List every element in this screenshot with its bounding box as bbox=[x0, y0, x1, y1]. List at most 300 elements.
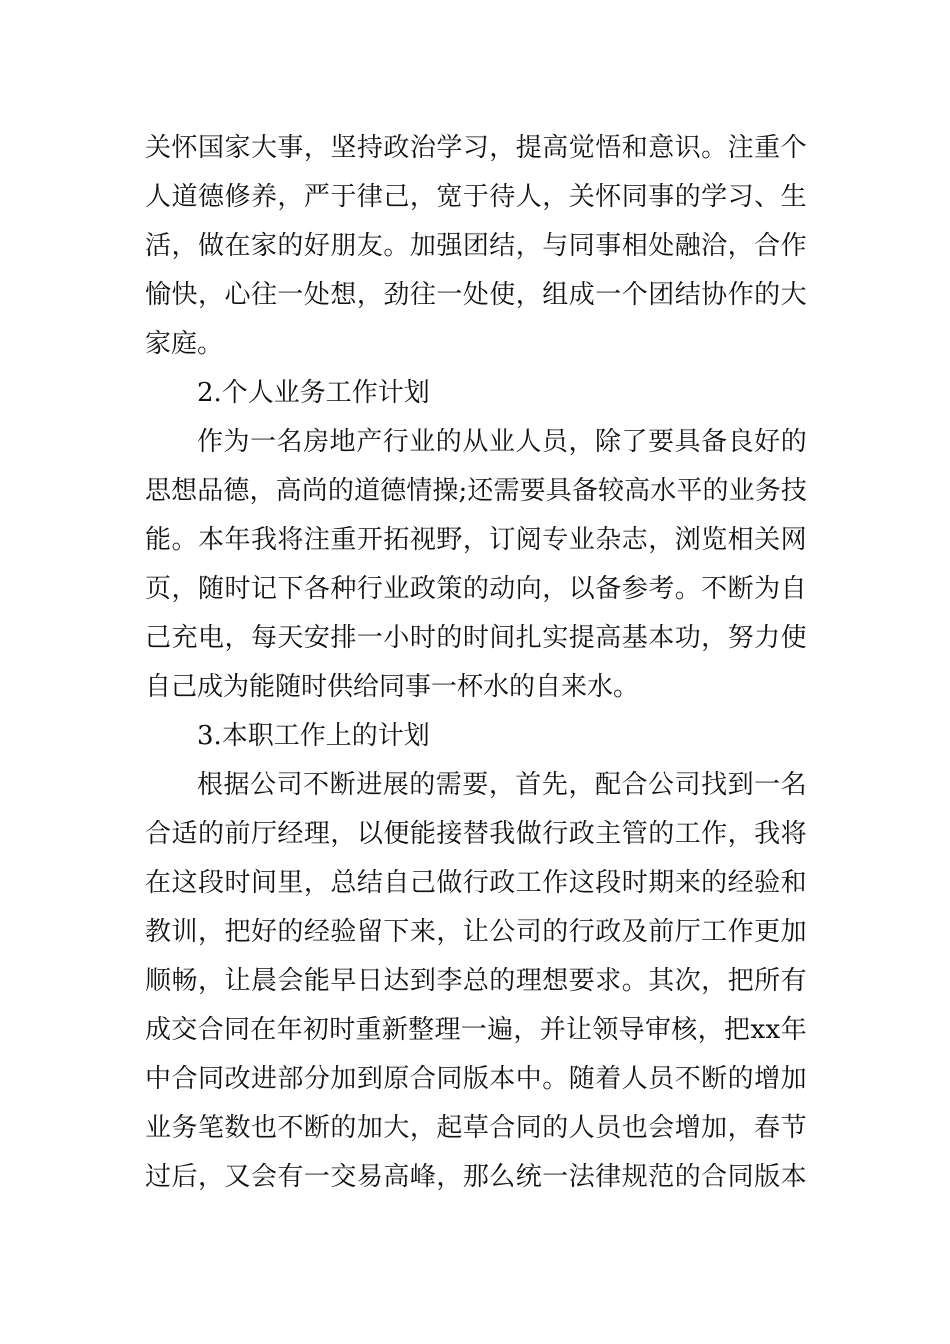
text-char: 过 bbox=[145, 1162, 172, 1192]
text-char: 能 bbox=[303, 966, 330, 996]
text-char: 人 bbox=[621, 1064, 648, 1094]
text-char: 要 bbox=[568, 966, 595, 996]
text-char: 快 bbox=[171, 280, 198, 310]
text-char: 一 bbox=[436, 280, 463, 310]
text-char: 不 bbox=[674, 1064, 701, 1094]
text-char: 的 bbox=[780, 427, 807, 457]
text-char: 教 bbox=[145, 917, 172, 947]
text-line bbox=[145, 663, 807, 712]
text-char: 大 bbox=[250, 133, 277, 163]
text-char: 找 bbox=[701, 770, 728, 800]
text-char: 验 bbox=[330, 917, 357, 947]
text-char: 司 bbox=[515, 917, 542, 947]
text-char: 要 bbox=[519, 476, 546, 506]
text-char: ， bbox=[515, 231, 542, 261]
text-char: ， bbox=[356, 280, 383, 310]
text-line bbox=[145, 271, 807, 320]
text-char: ， bbox=[727, 231, 754, 261]
text-char: 到 bbox=[727, 770, 754, 800]
text-char: 同 bbox=[436, 1064, 463, 1094]
text-char: 合 bbox=[489, 1113, 516, 1143]
text-char: 提 bbox=[515, 133, 542, 163]
text-char: 杂 bbox=[595, 525, 622, 555]
section-heading bbox=[145, 712, 807, 761]
text-char: 理 bbox=[434, 1015, 461, 1045]
text-char: 己 bbox=[409, 868, 436, 898]
text-char: 段 bbox=[595, 868, 622, 898]
text-char: 备 bbox=[595, 574, 622, 604]
text-char: 尚 bbox=[301, 476, 328, 506]
text-char: 不 bbox=[701, 574, 728, 604]
text-char: ， bbox=[171, 574, 198, 604]
text-char: 务 bbox=[171, 1113, 198, 1143]
text-char: ， bbox=[513, 1015, 540, 1045]
text-char: 接 bbox=[436, 819, 463, 849]
text-char: 起 bbox=[436, 1113, 463, 1143]
text-char: 其 bbox=[648, 966, 675, 996]
text-char: 结 bbox=[674, 280, 701, 310]
text-char: 使 bbox=[489, 280, 516, 310]
text-char: 会 bbox=[250, 1162, 277, 1192]
text-char: 顺 bbox=[145, 966, 172, 996]
text-char: 、 bbox=[754, 182, 781, 212]
text-char: ， bbox=[542, 574, 569, 604]
text-char: 合 bbox=[171, 1064, 198, 1094]
text-char: 先 bbox=[541, 770, 568, 800]
text-line bbox=[145, 1006, 807, 1055]
text-char: 。 bbox=[171, 525, 198, 555]
text-char: 有 bbox=[277, 1162, 304, 1192]
text-char: 品 bbox=[197, 476, 224, 506]
text-char: ， bbox=[436, 1162, 463, 1192]
text-char: 也 bbox=[250, 1113, 277, 1143]
text-char: 与 bbox=[542, 231, 569, 261]
text-char: 律 bbox=[356, 182, 383, 212]
text-char: ， bbox=[542, 182, 569, 212]
text-char: 的 bbox=[277, 917, 304, 947]
document-page bbox=[145, 124, 807, 1202]
text-char: 合 bbox=[197, 1015, 224, 1045]
text-char: 需 bbox=[493, 476, 520, 506]
text-char: 觉 bbox=[568, 133, 595, 163]
text-char: 的 bbox=[435, 427, 462, 457]
text-char: 那 bbox=[462, 1162, 489, 1192]
text-char: 合 bbox=[145, 819, 172, 849]
text-char: 业 bbox=[488, 427, 515, 457]
text-char: 劲 bbox=[383, 280, 410, 310]
text-line bbox=[145, 173, 807, 222]
text-char: 种 bbox=[330, 574, 357, 604]
text-char: 笔 bbox=[197, 1113, 224, 1143]
text-char: 自 bbox=[383, 868, 410, 898]
text-char: 从 bbox=[462, 427, 489, 457]
text-char: 备 bbox=[571, 476, 598, 506]
text-char: 政 bbox=[383, 133, 410, 163]
text-char: 加 bbox=[780, 917, 807, 947]
text-char: 人 bbox=[515, 427, 542, 457]
text-char: ， bbox=[648, 525, 675, 555]
text-char: 增 bbox=[754, 1064, 781, 1094]
text-char: 德 bbox=[223, 476, 250, 506]
text-char: 本 bbox=[780, 1162, 807, 1192]
text-char: 工 bbox=[674, 819, 701, 849]
text-char: 后 bbox=[171, 1162, 198, 1192]
text-char: 和 bbox=[780, 868, 807, 898]
text-char: 业 bbox=[728, 476, 755, 506]
text-char: 断 bbox=[727, 574, 754, 604]
text-char: 协 bbox=[701, 280, 728, 310]
text-char: 修 bbox=[224, 182, 251, 212]
text-char: 关 bbox=[145, 133, 172, 163]
text-char: 有 bbox=[780, 966, 807, 996]
text-char: 要 bbox=[462, 770, 489, 800]
text-char: 同 bbox=[568, 231, 595, 261]
text-char: 思 bbox=[145, 476, 172, 506]
text-char: 活 bbox=[145, 231, 172, 261]
text-char: 分 bbox=[303, 1064, 330, 1094]
text-char: 强 bbox=[436, 231, 463, 261]
text-char: 水 bbox=[650, 476, 677, 506]
text-char: 还 bbox=[467, 476, 494, 506]
text-char: 范 bbox=[648, 1162, 675, 1192]
text-char: 业 bbox=[145, 1113, 172, 1143]
text-char: 前 bbox=[648, 917, 675, 947]
text-char: 的 bbox=[674, 182, 701, 212]
text-char: 本 bbox=[197, 525, 224, 555]
text-char: 于 bbox=[462, 182, 489, 212]
text-char: ， bbox=[727, 819, 754, 849]
text-char: 经 bbox=[303, 917, 330, 947]
text-char: 断 bbox=[701, 1064, 728, 1094]
text-char: 业 bbox=[383, 574, 410, 604]
text-char: 统 bbox=[515, 1162, 542, 1192]
text-char: 厅 bbox=[674, 917, 701, 947]
text-char: 合 bbox=[701, 1162, 728, 1192]
text-char: ， bbox=[436, 917, 463, 947]
text-char: 事 bbox=[277, 133, 304, 163]
text-line bbox=[145, 957, 807, 1006]
text-char: 养 bbox=[250, 182, 277, 212]
text-char: 己 bbox=[145, 623, 172, 653]
text-char: 下 bbox=[277, 574, 304, 604]
text-char: 增 bbox=[674, 1113, 701, 1143]
text-char: 也 bbox=[621, 1113, 648, 1143]
text-char: 同 bbox=[515, 1113, 542, 1143]
text-char: ， bbox=[303, 133, 330, 163]
text-char: 于 bbox=[330, 182, 357, 212]
text-char: 根 bbox=[197, 770, 224, 800]
text-char: ; bbox=[458, 476, 468, 506]
text-char: 随 bbox=[197, 574, 224, 604]
text-char: 名 bbox=[780, 770, 807, 800]
text-char: 重 bbox=[754, 133, 781, 163]
text-char: 所 bbox=[754, 966, 781, 996]
text-char: 地 bbox=[329, 427, 356, 457]
text-char: 家 bbox=[224, 133, 251, 163]
text-char: 行 bbox=[462, 868, 489, 898]
text-char: 交 bbox=[171, 1015, 198, 1045]
text-char: 志 bbox=[621, 525, 648, 555]
text-char: 国 bbox=[197, 133, 224, 163]
text-char: 草 bbox=[462, 1113, 489, 1143]
text-char: 为 bbox=[223, 427, 250, 457]
text-char: ， bbox=[197, 280, 224, 310]
text-char: 悟 bbox=[595, 133, 622, 163]
text-line-content: 自己成为能随时供给同事一杯水的自来水。 bbox=[145, 672, 640, 702]
text-char: x bbox=[765, 1015, 781, 1045]
text-char: ， bbox=[197, 1162, 224, 1192]
text-char: 高 bbox=[624, 476, 651, 506]
text-line bbox=[145, 761, 807, 810]
text-char: ， bbox=[488, 770, 515, 800]
text-char: 司 bbox=[674, 770, 701, 800]
text-char: 友 bbox=[356, 231, 383, 261]
text-char: 视 bbox=[409, 525, 436, 555]
text-char: 事 bbox=[595, 231, 622, 261]
text-char: 我 bbox=[250, 525, 277, 555]
text-char: 名 bbox=[276, 427, 303, 457]
text-char: 前 bbox=[224, 819, 251, 849]
text-char: 主 bbox=[595, 819, 622, 849]
text-char: 律 bbox=[595, 1162, 622, 1192]
text-char: 合 bbox=[754, 231, 781, 261]
text-char: 个 bbox=[780, 133, 807, 163]
text-char: 治 bbox=[409, 133, 436, 163]
text-char: 次 bbox=[674, 966, 701, 996]
text-char: 把 bbox=[727, 966, 754, 996]
text-char: 加 bbox=[701, 1113, 728, 1143]
text-char: 下 bbox=[383, 917, 410, 947]
text-char: 业 bbox=[409, 427, 436, 457]
text-char: 考 bbox=[648, 574, 675, 604]
text-char: 高 bbox=[275, 476, 302, 506]
text-char: 断 bbox=[303, 1113, 330, 1143]
text-char: 具 bbox=[674, 427, 701, 457]
text-char: ， bbox=[568, 770, 595, 800]
text-char: 部 bbox=[277, 1064, 304, 1094]
text-char: 相 bbox=[727, 525, 754, 555]
text-char: 动 bbox=[489, 574, 516, 604]
text-char: 高 bbox=[383, 1162, 410, 1192]
text-char: 较 bbox=[598, 476, 625, 506]
text-line bbox=[145, 516, 807, 565]
text-char: 提 bbox=[568, 623, 595, 653]
text-char: 参 bbox=[621, 574, 648, 604]
text-char: 做 bbox=[515, 819, 542, 849]
text-char: 总 bbox=[330, 868, 357, 898]
text-char: 这 bbox=[171, 868, 198, 898]
text-char: 努 bbox=[727, 623, 754, 653]
text-char: 法 bbox=[568, 1162, 595, 1192]
text-line bbox=[145, 859, 807, 908]
text-line bbox=[145, 614, 807, 663]
text-char: 的 bbox=[727, 1064, 754, 1094]
text-char: 除 bbox=[594, 427, 621, 457]
text-char: 年 bbox=[224, 525, 251, 555]
text-char: 页 bbox=[145, 574, 172, 604]
text-char: 识 bbox=[674, 133, 701, 163]
text-char: 往 bbox=[409, 280, 436, 310]
text-char: ， bbox=[224, 623, 251, 653]
text-char: 一 bbox=[754, 770, 781, 800]
text-char: 时 bbox=[409, 623, 436, 653]
text-char: 处 bbox=[303, 280, 330, 310]
text-char: 的 bbox=[674, 1162, 701, 1192]
text-char: 合 bbox=[621, 770, 648, 800]
text-char: 的 bbox=[436, 623, 463, 653]
text-char: ， bbox=[197, 966, 224, 996]
text-char: 展 bbox=[382, 770, 409, 800]
text-char: 备 bbox=[701, 427, 728, 457]
text-char: 时 bbox=[224, 868, 251, 898]
text-char: 把 bbox=[723, 1015, 750, 1045]
text-char: 操 bbox=[432, 476, 459, 506]
text-char: 学 bbox=[436, 133, 463, 163]
text-char: 。 bbox=[701, 133, 728, 163]
text-char: 公 bbox=[250, 770, 277, 800]
text-char: 加 bbox=[356, 1113, 383, 1143]
text-char: 结 bbox=[489, 231, 516, 261]
text-char: 行 bbox=[568, 917, 595, 947]
text-char: 加 bbox=[330, 1064, 357, 1094]
text-char: 员 bbox=[648, 1064, 675, 1094]
text-char: 么 bbox=[489, 1162, 516, 1192]
text-char: 原 bbox=[383, 1064, 410, 1094]
text-char: 又 bbox=[224, 1162, 251, 1192]
text-char: 持 bbox=[356, 133, 383, 163]
text-char: 好 bbox=[754, 427, 781, 457]
text-char: 好 bbox=[303, 231, 330, 261]
text-char: 厅 bbox=[250, 819, 277, 849]
text-char: 能 bbox=[409, 819, 436, 849]
text-char: 。 bbox=[674, 574, 701, 604]
text-char: 到 bbox=[356, 1064, 383, 1094]
text-char: 重 bbox=[355, 1015, 382, 1045]
text-char: 李 bbox=[436, 966, 463, 996]
text-char: 房 bbox=[303, 427, 330, 457]
text-char: 浏 bbox=[674, 525, 701, 555]
text-char: 把 bbox=[224, 917, 251, 947]
text-char: 版 bbox=[462, 1064, 489, 1094]
text-char: 野 bbox=[436, 525, 463, 555]
text-char: 初 bbox=[302, 1015, 329, 1045]
text-char: 本 bbox=[648, 623, 675, 653]
text-char: 验 bbox=[754, 868, 781, 898]
text-char: 并 bbox=[539, 1015, 566, 1045]
text-char: 高 bbox=[542, 133, 569, 163]
text-char: 训 bbox=[171, 917, 198, 947]
text-char: 节 bbox=[780, 1113, 807, 1143]
text-char: 里 bbox=[277, 868, 304, 898]
text-char: 在 bbox=[224, 231, 251, 261]
text-char: 洽 bbox=[701, 231, 728, 261]
text-char: 导 bbox=[618, 1015, 645, 1045]
text-char: 适 bbox=[171, 819, 198, 849]
text-char: ， bbox=[697, 1015, 724, 1045]
text-char: 同 bbox=[197, 1064, 224, 1094]
text-char: 习 bbox=[727, 182, 754, 212]
text-char: 配 bbox=[594, 770, 621, 800]
text-char: 宽 bbox=[436, 182, 463, 212]
text-char: 严 bbox=[303, 182, 330, 212]
text-char: 替 bbox=[462, 819, 489, 849]
text-char: 以 bbox=[568, 574, 595, 604]
text-char: 了 bbox=[621, 427, 648, 457]
text-char: 以 bbox=[356, 819, 383, 849]
text-char: 作 bbox=[197, 427, 224, 457]
text-char: 做 bbox=[197, 231, 224, 261]
text-char: 使 bbox=[780, 623, 807, 653]
text-char: 政 bbox=[568, 819, 595, 849]
text-char: 在 bbox=[250, 1015, 277, 1045]
text-char: 公 bbox=[648, 770, 675, 800]
text-char: 年 bbox=[276, 1015, 303, 1045]
text-char: 事 bbox=[648, 182, 675, 212]
text-char: 作 bbox=[727, 917, 754, 947]
text-char: 道 bbox=[171, 182, 198, 212]
text-char: 据 bbox=[223, 770, 250, 800]
text-char: 行 bbox=[382, 427, 409, 457]
text-char: 领 bbox=[592, 1015, 619, 1045]
text-char: 注 bbox=[303, 525, 330, 555]
text-char: 段 bbox=[197, 868, 224, 898]
text-char: 作 bbox=[727, 280, 754, 310]
text-char: 畅 bbox=[171, 966, 198, 996]
text-char: 平 bbox=[676, 476, 703, 506]
text-char: 管 bbox=[621, 819, 648, 849]
text-char: 的 bbox=[327, 476, 354, 506]
text-char: 德 bbox=[380, 476, 407, 506]
text-char: 中 bbox=[145, 1064, 172, 1094]
text-char: 加 bbox=[409, 231, 436, 261]
text-char: 的 bbox=[754, 280, 781, 310]
text-char: 人 bbox=[568, 1113, 595, 1143]
text-char: 意 bbox=[648, 133, 675, 163]
text-char: 一 bbox=[303, 1162, 330, 1192]
text-char: 来 bbox=[409, 917, 436, 947]
text-char: 安 bbox=[303, 623, 330, 653]
text-char: 阅 bbox=[515, 525, 542, 555]
text-char: 一 bbox=[542, 1162, 569, 1192]
text-char: 便 bbox=[383, 819, 410, 849]
text-char: 具 bbox=[545, 476, 572, 506]
text-char: 。 bbox=[621, 966, 648, 996]
text-char: 一 bbox=[595, 280, 622, 310]
text-char: 政 bbox=[409, 574, 436, 604]
text-char: 留 bbox=[356, 917, 383, 947]
text-char: 政 bbox=[595, 917, 622, 947]
text-char: ， bbox=[409, 1113, 436, 1143]
text-char: 达 bbox=[383, 966, 410, 996]
text-char: ， bbox=[701, 966, 728, 996]
text-char: 到 bbox=[409, 966, 436, 996]
text-line bbox=[145, 467, 807, 516]
text-char: 览 bbox=[701, 525, 728, 555]
text-char: 同 bbox=[223, 1015, 250, 1045]
text-char: 经 bbox=[277, 819, 304, 849]
text-char: 将 bbox=[277, 525, 304, 555]
text-char: 朋 bbox=[330, 231, 357, 261]
text-line-content: 家庭。 bbox=[145, 329, 224, 359]
text-line bbox=[145, 124, 807, 173]
text-char: 高 bbox=[595, 623, 622, 653]
text-char: 的 bbox=[277, 231, 304, 261]
text-char: 各 bbox=[303, 574, 330, 604]
text-char: 愉 bbox=[145, 280, 172, 310]
text-char: 重 bbox=[330, 525, 357, 555]
text-char: 专 bbox=[542, 525, 569, 555]
text-char: 人 bbox=[145, 182, 172, 212]
